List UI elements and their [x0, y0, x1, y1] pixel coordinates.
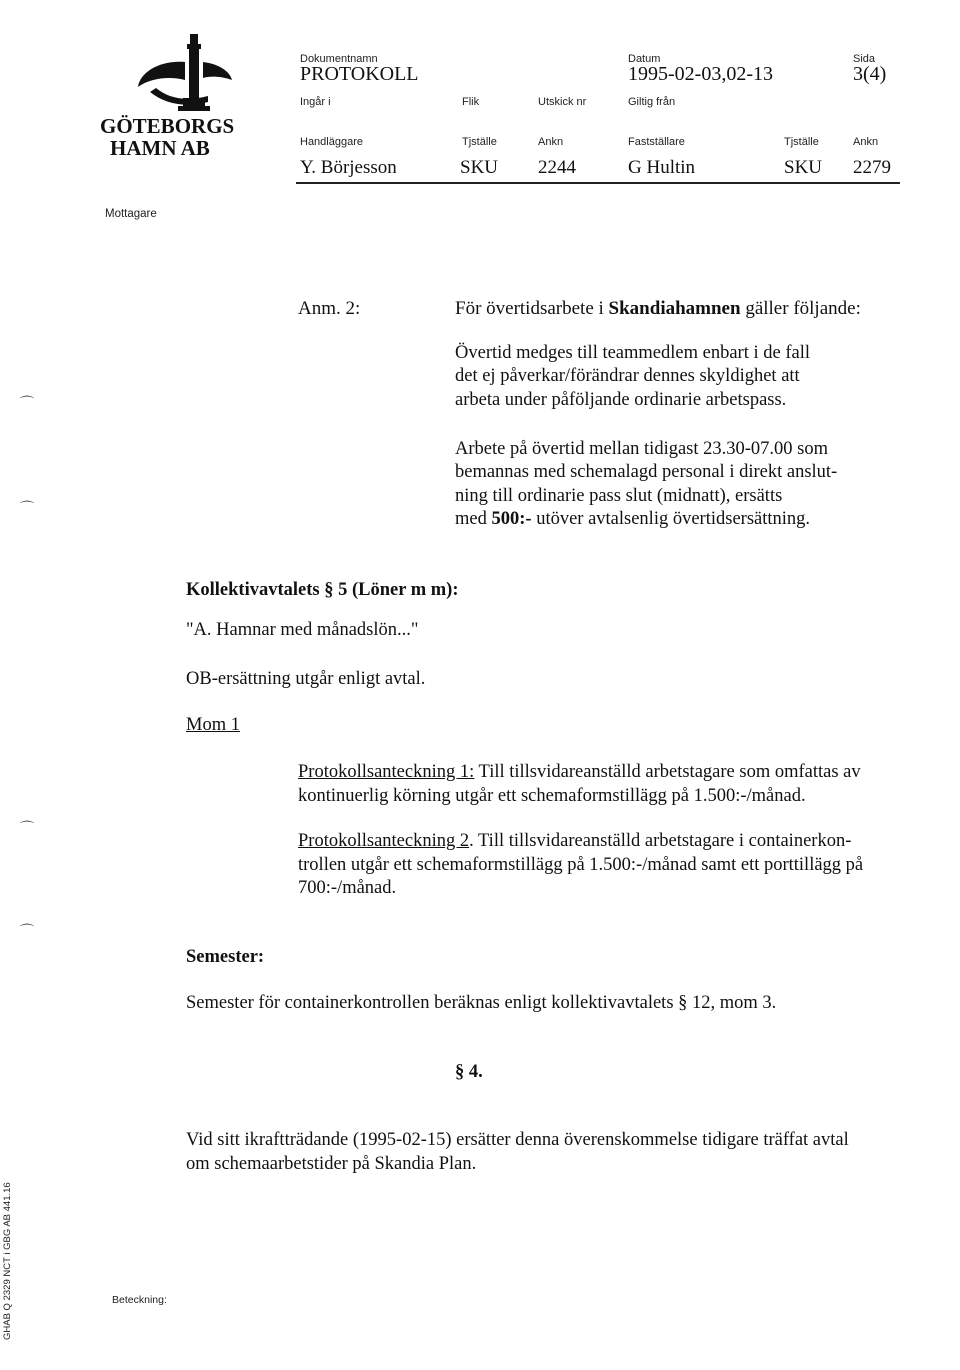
side-reference-code: GHAB Q 2329 NCT i GBG AB 441.16: [2, 1182, 13, 1340]
logo-line-2: HAMN AB: [110, 136, 210, 160]
tjanstalle-2-value: SKU: [784, 157, 823, 178]
anm-intro-bold: Skandiahamnen: [608, 298, 741, 319]
margin-mark: ⌒: [20, 822, 34, 837]
giltig-label: Giltig från: [628, 96, 676, 108]
anm-p2-line-2: bemannas med schemalagd personal i direkt anslut-: [455, 462, 838, 482]
tjanstalle-1-label: Tjställe: [462, 136, 497, 148]
page-value: 3(4): [853, 63, 887, 85]
header-rule: [296, 182, 900, 184]
date-value: 1995-02-03,02-13: [628, 63, 773, 85]
protokoll-2-line-3: 700:-/månad.: [298, 878, 397, 898]
anm-intro: [455, 297, 861, 320]
margin-mark: ⌒: [20, 397, 34, 412]
ingar-label: Ingår i: [300, 96, 331, 108]
anm-p2-line-3: ning till ordinarie pass slut (midnatt), ersätts: [455, 486, 783, 506]
protokoll-1-line-1-rest: Till tillsvidareanställd arbetstagare som omfattas av: [474, 762, 861, 782]
section-4-line-2: om schemaarbetstider på Skandia Plan.: [186, 1154, 477, 1174]
flik-label: Flik: [462, 96, 480, 108]
protokoll-2-line-2: trollen utgår ett schemaformstillägg på 1.500:-/månad samt ett porttillägg på: [298, 855, 864, 875]
protokoll-1-line-2: kontinuerlig körning utgår ett schemaformstillägg på 1.500:-/månad.: [298, 786, 806, 806]
semester-text: Semester för containerkontrollen beräknas enligt kollektivavtalets § 12, mom 3.: [186, 993, 777, 1013]
protokoll-2-label: Protokollsanteckning 2: [298, 831, 470, 851]
kollektiv-quote: "A. Hamnar med månadslön...": [186, 620, 419, 640]
margin-mark: ⌒: [20, 502, 34, 517]
ankn-1-label: Ankn: [538, 136, 564, 148]
mom-heading: Mom 1: [186, 715, 240, 735]
anm-p1-line-3: arbeta under påföljande ordinarie arbetspass.: [455, 390, 787, 410]
anm-p1-line-1: Övertid medges till teammedlem enbart i de fall: [455, 343, 810, 363]
handlaggare-label: Handläggare: [300, 136, 363, 148]
page-label: Sida: [853, 53, 876, 65]
kollektiv-ob: OB-ersättning utgår enligt avtal.: [186, 669, 426, 689]
doc-name-value: PROTOKOLL: [300, 63, 419, 85]
protokoll-2-line-1-rest: . Till tillsvidareanställd arbetstagare i containerkon-: [469, 831, 852, 851]
anm-intro-before: För övertidsarbete i: [455, 298, 609, 319]
margin-mark: ⌒: [20, 925, 34, 940]
ankn-1-value: 2244: [538, 157, 576, 178]
anm-p1-line-2: det ej påverkar/förändrar dennes skyldighet att: [455, 366, 800, 386]
anm-label: Anm. 2:: [298, 298, 361, 319]
mottagare-label: Mottagare: [105, 208, 157, 220]
anm-p2-line-4-after: utöver avtalsenlig övertidsersättning.: [531, 509, 811, 529]
section-4-line-1: Vid sitt ikraftträdande (1995-02-15) ersätter denna överenskommelse tidigare träffat avtal: [186, 1130, 849, 1150]
protokoll-2-line-1: [298, 830, 851, 853]
faststallare-label: Fastställare: [628, 136, 685, 148]
protokoll-1-label: Protokollsanteckning 1:: [298, 762, 475, 782]
section-4-heading: § 4.: [455, 1062, 483, 1082]
anm-p2-line-4: [455, 508, 810, 531]
logo: [100, 32, 270, 162]
semester-heading: Semester:: [186, 947, 265, 967]
protokoll-1-line-1: [298, 761, 861, 784]
beteckning-label: Beteckning:: [112, 1294, 167, 1306]
anm-p2-line-4-before: med: [455, 509, 492, 529]
doc-name-label: Dokumentnamn: [300, 53, 378, 65]
anm-p2-line-4-bold: 500:-: [491, 509, 532, 529]
handlaggare-value: Y. Börjesson: [300, 157, 397, 178]
logo-line-1: GÖTEBORGS: [100, 114, 235, 138]
ankn-2-value: 2279: [853, 157, 891, 178]
tjanstalle-1-value: SKU: [460, 157, 499, 178]
tjanstalle-2-label: Tjställe: [784, 136, 819, 148]
lighthouse-emblem-icon: [130, 32, 240, 112]
utskick-label: Utskick nr: [538, 96, 587, 108]
faststallare-value: G Hultin: [628, 157, 696, 178]
anm-p2-line-1: Arbete på övertid mellan tidigast 23.30-07.00 som: [455, 439, 829, 459]
date-label: Datum: [628, 53, 661, 65]
kollektiv-heading: Kollektivavtalets § 5 (Löner m m):: [186, 580, 459, 600]
anm-intro-after: gäller följande:: [740, 298, 861, 319]
ankn-2-label: Ankn: [853, 136, 879, 148]
